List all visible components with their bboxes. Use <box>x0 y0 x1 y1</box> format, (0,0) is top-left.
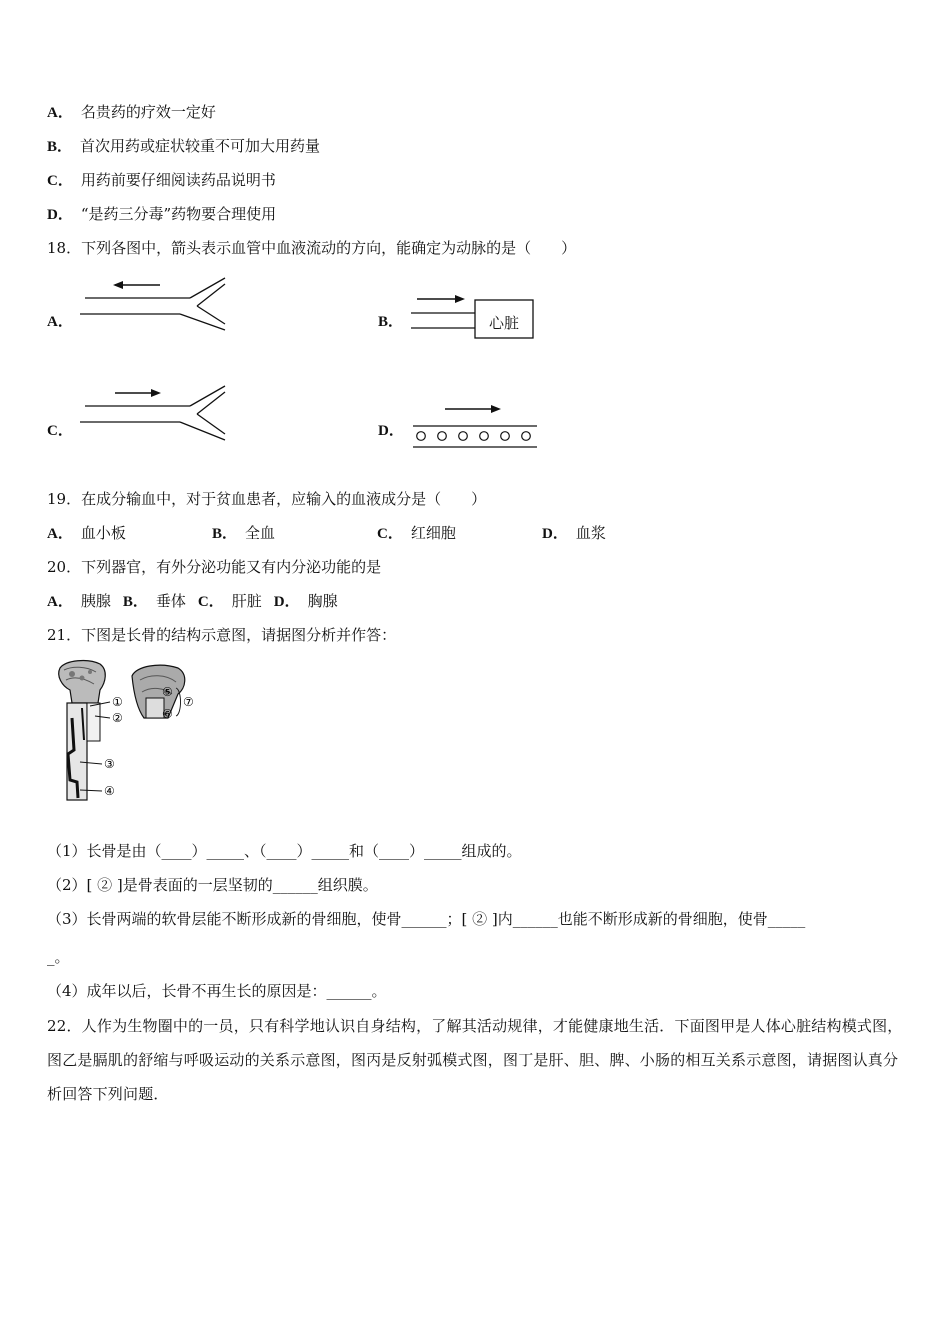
q18-label-d: D． <box>378 423 404 439</box>
q21-sub3b: _。 <box>47 948 70 966</box>
marker-3: ③ <box>104 757 115 771</box>
q20-option-a: A． 胰腺 <box>47 592 111 610</box>
q18-figure-d <box>405 398 545 452</box>
marker-4: ④ <box>104 784 115 798</box>
q18-figure-c <box>75 380 235 444</box>
q19-option-b: B． 全血 <box>212 524 276 542</box>
q19-option-c: C． 红细胞 <box>377 524 456 542</box>
marker-2: ② <box>112 711 123 725</box>
marker-6: ⑥ <box>162 707 173 721</box>
q21-sub3a: （3）长骨两端的软骨层能不断形成新的骨细胞，使骨______；[ ② ]内______也能不断形成新的骨细胞，使骨_____ <box>47 910 806 928</box>
q17-option-a: A． 名贵药的疗效一定好 <box>47 103 216 121</box>
q18-stem: 18．下列各图中，箭头表示血管中血液流动的方向，能确定为动脉的是（ ） <box>47 239 577 257</box>
q21-sub2: （2）[ ② ]是骨表面的一层坚韧的______组织膜。 <box>47 876 378 894</box>
q19-option-a: A． 血小板 <box>47 524 126 542</box>
marker-5: ⑤ <box>162 685 173 699</box>
q18-figure-a <box>75 272 235 334</box>
q19-options <box>47 523 606 544</box>
q20-option-c: C． 肝脏 <box>197 592 262 610</box>
q21-sub4: （4）成年以后，长骨不再生长的原因是：______。 <box>47 982 387 1000</box>
q17-option-d: D． “是药三分毒”药物要合理使用 <box>47 205 277 223</box>
q17-option-c: C． 用药前要仔细阅读药品说明书 <box>47 171 276 189</box>
q20-option-d: D． 胸腺 <box>273 592 338 610</box>
q21-sub1: （1）长骨是由（____）_____、（____）_____和（____）_____组成的。 <box>47 842 522 860</box>
q21-stem: 21．下图是长骨的结构示意图，请据图分析并作答： <box>47 626 397 644</box>
heart-box-label: 心脏 <box>488 314 519 332</box>
q20-options <box>47 591 338 612</box>
marker-7: ⑦ <box>183 695 194 709</box>
marker-1: ① <box>112 695 123 709</box>
q18-label-c: C． <box>47 423 73 439</box>
q19-stem: 19．在成分输血中，对于贫血患者，应输入的血液成分是（ ） <box>47 490 487 508</box>
q22-text: 22．人作为生物圈中的一员，只有科学地认识自身结构，了解其活动规律，才能健康地生活．下面图甲是人体心脏结构模式图，图乙是膈肌的舒缩与呼吸运动的关系示意图，图丙是反射弧模式图，图丁是肝、胆、脾、小肠的相互关系示意图，请据图认真分析回答下列问题． <box>47 1017 903 1103</box>
q19-option-d: D． 血浆 <box>542 524 606 542</box>
q17-option-b: B． 首次用药或症状较重不可加大用药量 <box>47 137 321 155</box>
q18-label-a: A． <box>47 314 73 330</box>
q20-stem: 20．下列器官，有外分泌功能又有内分泌功能的是 <box>47 558 382 576</box>
q20-option-b: B． 垂体 <box>122 592 186 610</box>
long-bone-diagram <box>50 658 210 808</box>
q18-label-b: B． <box>378 314 404 330</box>
